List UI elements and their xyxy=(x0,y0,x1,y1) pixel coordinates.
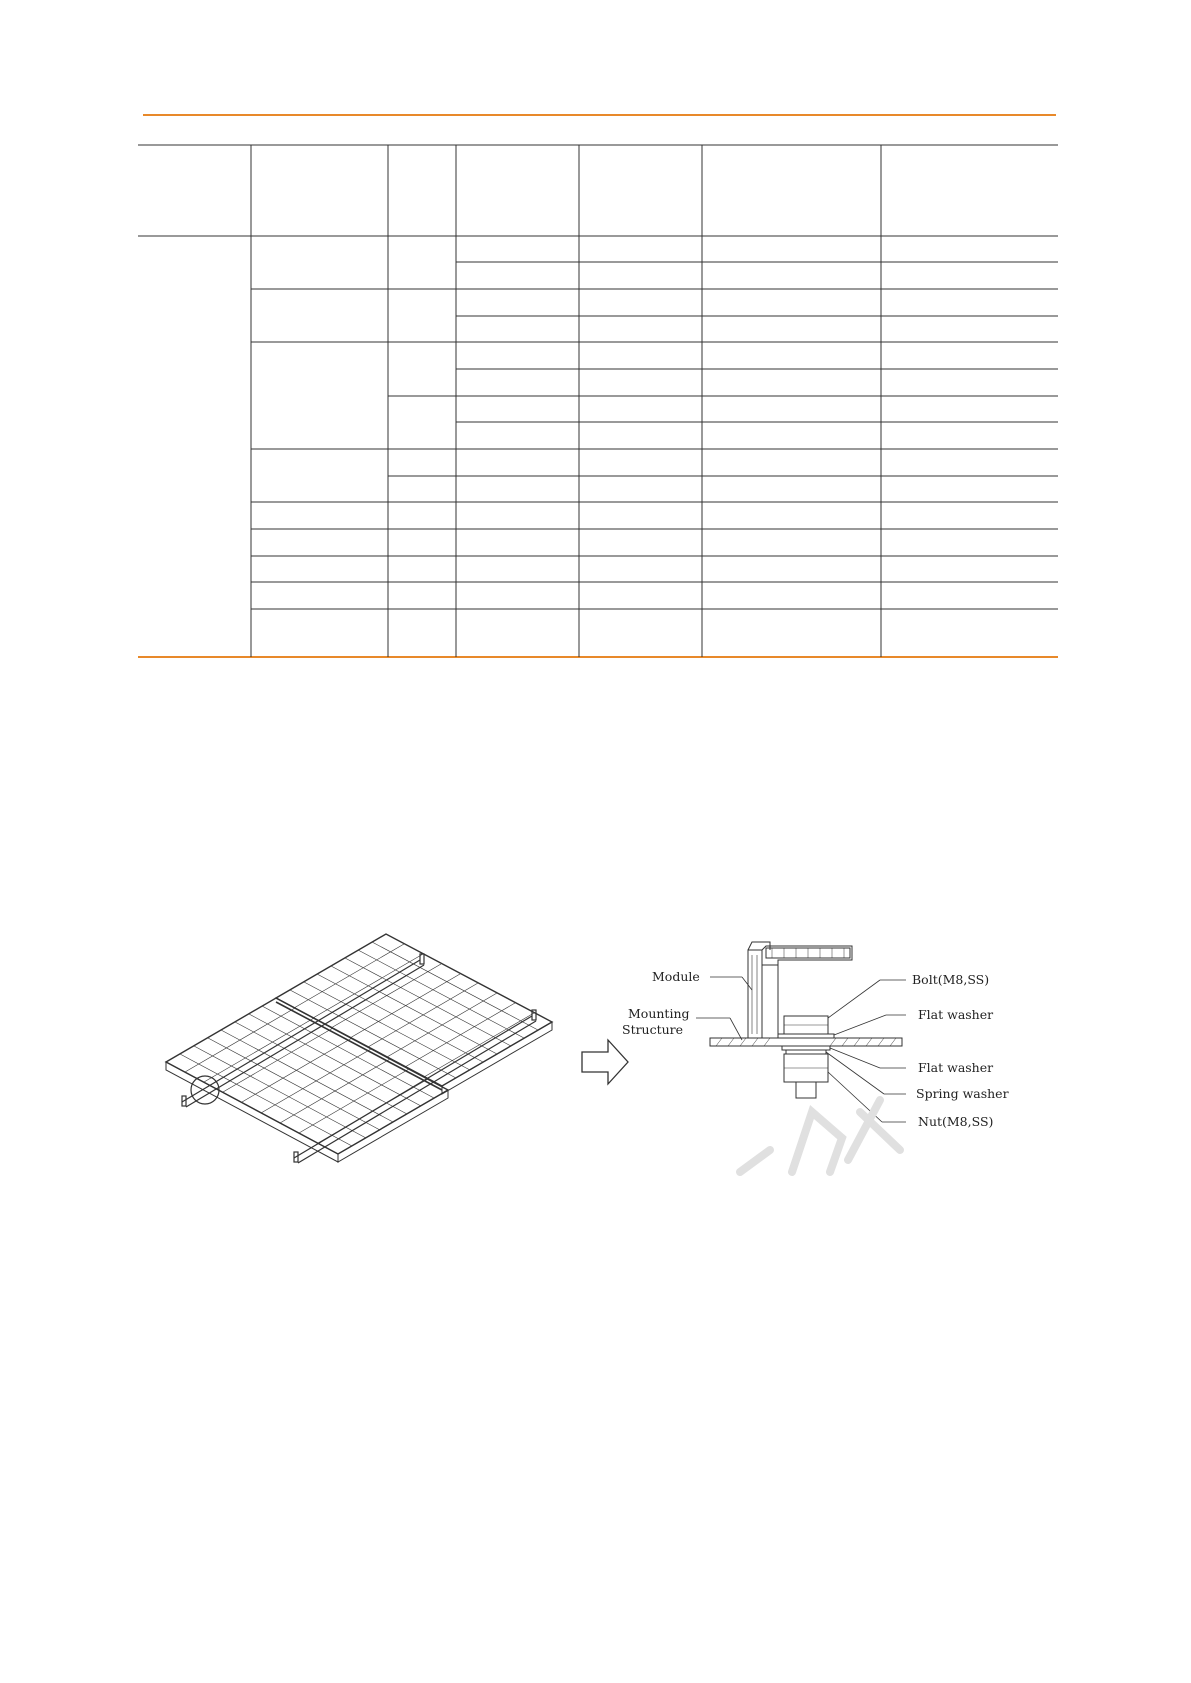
solar-panel-array-icon xyxy=(166,934,552,1163)
callout-flat-washer-top: Flat washer xyxy=(918,1007,994,1022)
watermark xyxy=(740,1100,900,1172)
callout-module: Module xyxy=(652,969,700,984)
clamp-cross-section-icon xyxy=(696,942,906,1122)
right-arrow-icon xyxy=(582,1040,628,1084)
callout-bolt: Bolt(M8,SS) xyxy=(912,972,990,987)
callout-mounting-line2: Structure xyxy=(622,1022,684,1037)
callout-flat-washer-bottom: Flat washer xyxy=(918,1060,994,1075)
callout-nut: Nut(M8,SS) xyxy=(918,1114,994,1129)
callout-mounting-line1: Mounting xyxy=(628,1006,690,1021)
mounting-plate xyxy=(710,1038,902,1046)
callout-spring-washer: Spring washer xyxy=(916,1086,1009,1101)
panel-right-grid xyxy=(290,942,538,1078)
spec-table xyxy=(138,145,1058,657)
